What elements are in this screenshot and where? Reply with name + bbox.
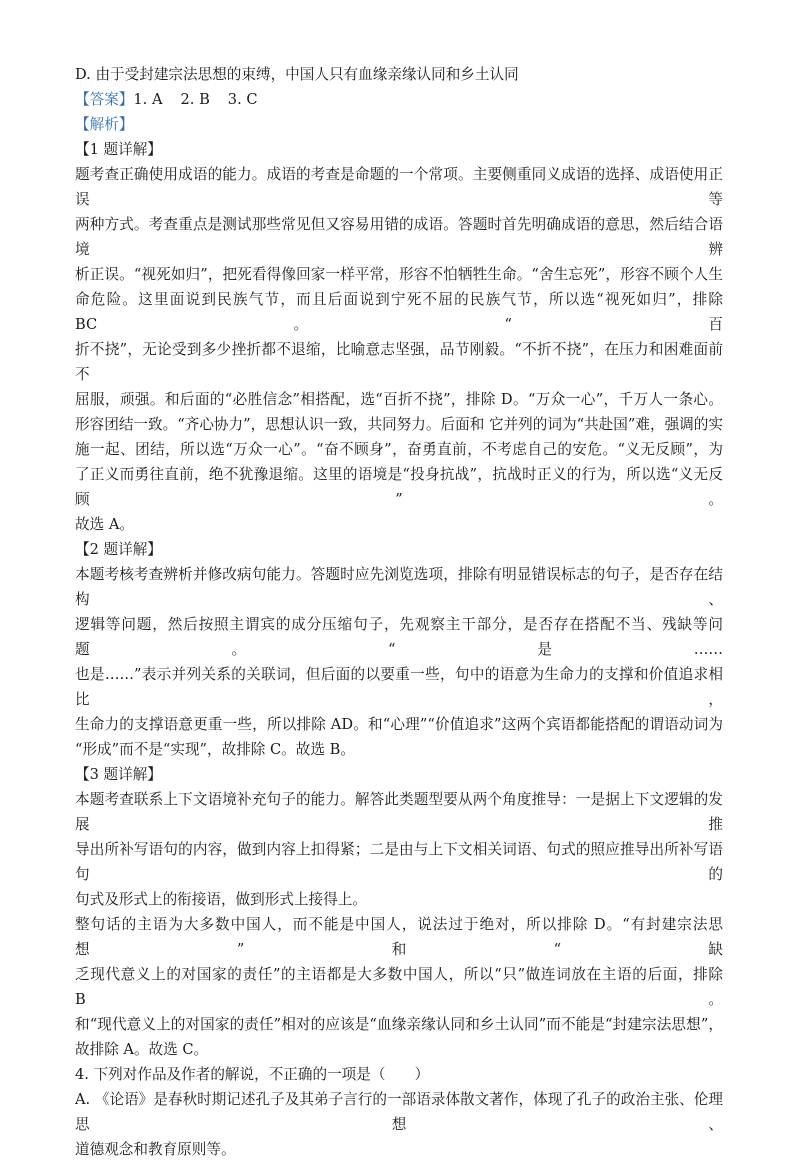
- q1-line: 了正义而勇往直前，绝不犹豫退缩。这里的语境是“投身抗战”，抗战时正义的行为，所以选“义无反顾”。: [75, 466, 723, 508]
- q1-line: 形容团结一致。“齐心协力”，思想认识一致，共同努力。后面和 它并列的词为“共赴国”难，强调的实: [75, 416, 723, 433]
- q4-stem: 4. 下列对作品及作者的解说，不正确的一项是（ ）: [75, 1066, 430, 1083]
- q1-line: 题考查正确使用成语的能力。成语的考查是命题的一个常项。主要侧重同义成语的选择、成语使用正误等: [75, 166, 723, 208]
- q3-conclusion: 故排除 A。故选 C。: [75, 1041, 209, 1058]
- q2-conclusion: “形成”而不是“实现”，故排除 C。故选 B。: [75, 741, 355, 758]
- q1-conclusion: 故选 A。: [75, 516, 134, 533]
- q3-line: 本题考查联系上下文语境补充句子的能力。解答此类题型要从两个角度推导：一是据上下文逻辑的发展推: [75, 791, 723, 833]
- q3-line: 导出所补写语句的内容，做到内容上扣得紧；二是由与上下文相关词语、句式的照应推导出所补写语句的: [75, 841, 723, 883]
- q3-line-end: 句式及形式上的衔接语，做到形式上接得上。: [75, 891, 367, 908]
- q1-line: 屈服，顽强。和后面的“必胜信念”相搭配，选“百折不挠”，排除 D。“万众一心”，千万人一条心。: [75, 391, 723, 408]
- analysis-tag: 【解析】: [75, 116, 134, 133]
- q3-line: 整句话的主语为大多数中国人，而不能是中国人，说法过于绝对，所以排除 D。“有封建宗法思想”和“缺: [75, 916, 723, 958]
- q1-line: 施一起、团结，所以选“万众一心”。“奋不顾身”，奋勇直前，不考虑自己的安危。“义无反顾”，为: [75, 441, 723, 458]
- q2-line: 也是……”表示并列关系的关联词，但后面的以要重一些，句中的语意为生命力的支撑和价值追求相比，: [75, 666, 723, 708]
- q1-line: 命危险。这里面说到民族气节，而且后面说到宁死不屈的民族气节，所以选“视死如归”，排除 BC。“百: [75, 291, 723, 333]
- q2-line: 生命力的支撑语意更重一些，所以排除 AD。和“心理”“价值追求”这两个宾语都能搭配的谓语动词为: [75, 716, 723, 733]
- q2-heading: 【2 题详解】: [75, 541, 162, 558]
- q1-line: 两种方式。考查重点是测试那些常见但又容易用错的成语。答题时首先明确成语的意思，然后结合语境辨: [75, 216, 723, 258]
- answer-tag: 【答案】: [75, 91, 134, 108]
- q1-heading: 【1 题详解】: [75, 141, 162, 158]
- document-page: [75, 62, 723, 1162]
- q1-line: 折不挠”，无论受到多少挫折都不退缩，比喻意志坚强，品节刚毅。“不折不挠”，在压力和困难面前不: [75, 341, 723, 383]
- answer-item-2: 2. B: [180, 91, 210, 108]
- q2-line: 逻辑等问题，然后按照主谓宾的成分压缩句子，先观察主干部分，是否存在搭配不当、残缺等问题。“是……: [75, 616, 723, 658]
- q1-line: 析正误。“视死如归”，把死看得像回家一样平常，形容不怕牺牲生命。“舍生忘死”，形容不顾个人生: [75, 266, 723, 283]
- answer-item-3: 3. C: [227, 91, 258, 108]
- answer-row: [75, 87, 723, 112]
- q3-heading: 【3 题详解】: [75, 766, 162, 783]
- option-d-q3: D. 由于受封建宗法思想的束缚，中国人只有血缘亲缘认同和乡土认同: [75, 66, 519, 83]
- answer-item-1: 1. A: [133, 91, 163, 108]
- q2-line: 本题考核考查辨析并修改病句能力。答题时应先浏览选项，排除有明显错误标志的句子，是否存在结构、: [75, 566, 723, 608]
- q4-option-a-end: 道德观念和教育原则等。: [75, 1141, 236, 1158]
- q3-line: 乏现代意义上的对国家的责任”的主语都是大多数中国人，所以“只”做连词放在主语的后面，排除 B。: [75, 966, 723, 1008]
- q3-line: 和“现代意义上的对国家的责任”相对的应该是“血缘亲缘认同和乡土认同”而不能是“封建宗法思想”，: [75, 1016, 723, 1033]
- q4-option-a: A. 《论语》是春秋时期记述孔子及其弟子言行的一部语录体散文著作，体现了孔子的政治主张、伦理思想、: [75, 1091, 723, 1133]
